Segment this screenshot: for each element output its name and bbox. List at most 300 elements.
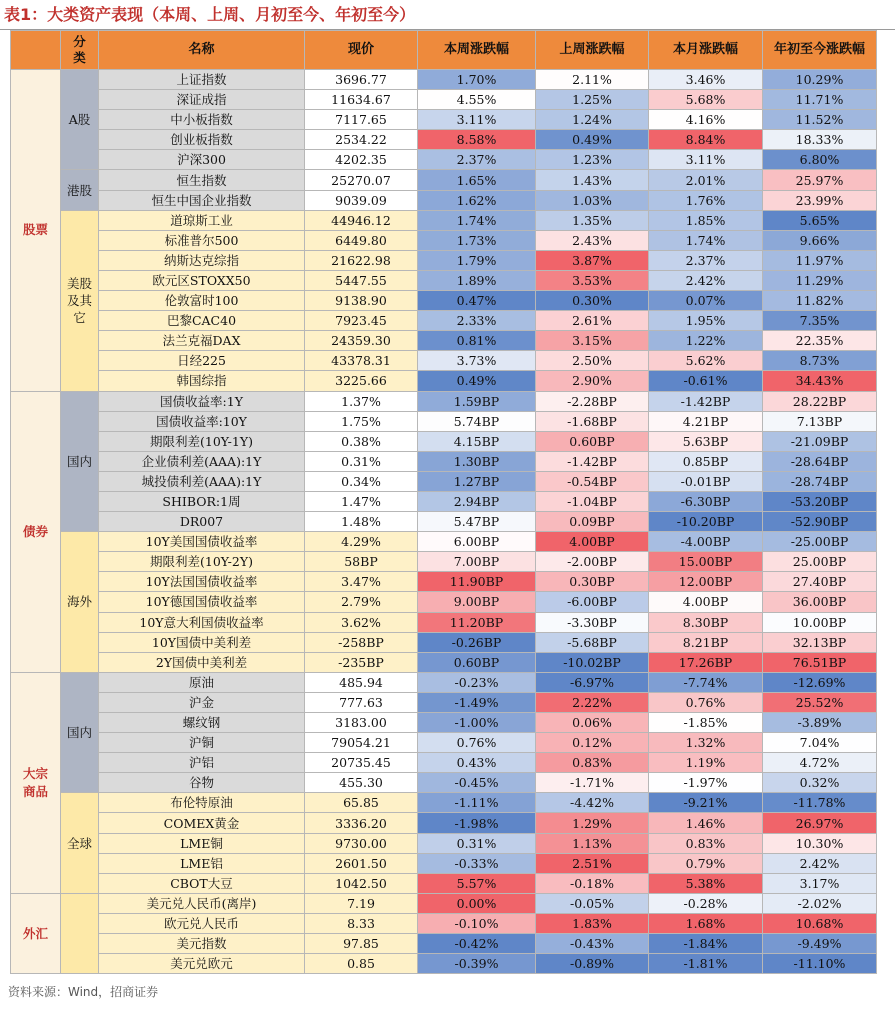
asset-name: 欧元区STOXX50	[99, 270, 305, 290]
asset-name: 恒生中国企业指数	[99, 190, 305, 210]
ytd-change-cell: 9.66%	[763, 230, 877, 250]
asset-performance-table	[10, 30, 877, 974]
week-change-cell: 4.15BP	[418, 431, 536, 451]
section-label: 债券	[11, 391, 61, 672]
current-price: 1.37%	[305, 391, 418, 411]
asset-name: 美元兑欧元	[99, 954, 305, 974]
week-change-cell: 0.47%	[418, 291, 536, 311]
last-week-change-cell: 3.87%	[536, 250, 649, 270]
month-change-cell: -1.42BP	[649, 391, 763, 411]
last-week-change-cell: 1.29%	[536, 813, 649, 833]
table-row	[11, 210, 877, 230]
last-week-change-cell: 0.49%	[536, 130, 649, 150]
current-price: 3696.77	[305, 70, 418, 90]
current-price: -235BP	[305, 652, 418, 672]
last-week-change-cell: -1.04BP	[536, 491, 649, 511]
month-change-cell: -0.01BP	[649, 471, 763, 491]
ytd-change-cell: -11.10%	[763, 954, 877, 974]
current-price: 7.19	[305, 893, 418, 913]
week-change-cell: -0.42%	[418, 934, 536, 954]
current-price: 21622.98	[305, 250, 418, 270]
current-price: 3.62%	[305, 612, 418, 632]
month-change-cell: 5.62%	[649, 351, 763, 371]
current-price: 0.38%	[305, 431, 418, 451]
last-week-change-cell: -2.00BP	[536, 552, 649, 572]
asset-name: 10Y德国国债收益率	[99, 592, 305, 612]
current-price: 8.33	[305, 913, 418, 933]
month-change-cell: 1.74%	[649, 230, 763, 250]
asset-name: 国债收益率:10Y	[99, 411, 305, 431]
table-row	[11, 592, 877, 612]
week-change-cell: 5.47BP	[418, 512, 536, 532]
month-change-cell: -6.30BP	[649, 491, 763, 511]
week-change-cell: 11.20BP	[418, 612, 536, 632]
current-price: 455.30	[305, 773, 418, 793]
table-row	[11, 351, 877, 371]
ytd-change-cell: 25.97%	[763, 170, 877, 190]
month-change-cell: 1.32%	[649, 733, 763, 753]
month-change-cell: 0.79%	[649, 853, 763, 873]
group-label: 全球	[61, 793, 99, 893]
ytd-change-cell: 2.42%	[763, 853, 877, 873]
table-row	[11, 652, 877, 672]
week-change-cell: 0.76%	[418, 733, 536, 753]
table-row	[11, 552, 877, 572]
month-change-cell: 0.07%	[649, 291, 763, 311]
month-change-cell: 2.42%	[649, 270, 763, 290]
last-week-change-cell: -4.42%	[536, 793, 649, 813]
asset-name: 2Y国债中美利差	[99, 652, 305, 672]
current-price: 9039.09	[305, 190, 418, 210]
ytd-change-cell: 22.35%	[763, 331, 877, 351]
current-price: 3336.20	[305, 813, 418, 833]
week-change-cell: 2.94BP	[418, 491, 536, 511]
month-change-cell: 2.01%	[649, 170, 763, 190]
month-change-cell: 1.95%	[649, 311, 763, 331]
month-change-cell: -9.21%	[649, 793, 763, 813]
table-row	[11, 793, 877, 813]
ytd-change-cell: -28.74BP	[763, 471, 877, 491]
ytd-change-cell: 3.17%	[763, 873, 877, 893]
week-change-cell: 7.00BP	[418, 552, 536, 572]
asset-name: 道琼斯工业	[99, 210, 305, 230]
ytd-change-cell: 10.00BP	[763, 612, 877, 632]
week-change-cell: -1.00%	[418, 713, 536, 733]
month-change-cell: 0.83%	[649, 833, 763, 853]
week-change-cell: 1.70%	[418, 70, 536, 90]
month-change-cell: 4.21BP	[649, 411, 763, 431]
last-week-change-cell: 0.60BP	[536, 431, 649, 451]
asset-name: 伦敦富时100	[99, 291, 305, 311]
week-change-cell: 8.58%	[418, 130, 536, 150]
week-change-cell: 5.57%	[418, 873, 536, 893]
asset-name: 美元指数	[99, 934, 305, 954]
asset-name: LME铜	[99, 833, 305, 853]
current-price: 1.47%	[305, 491, 418, 511]
asset-name: 布伦特原油	[99, 793, 305, 813]
ytd-change-cell: -28.64BP	[763, 451, 877, 471]
header-name: 名称	[99, 31, 305, 70]
table-row	[11, 632, 877, 652]
last-week-change-cell: 0.83%	[536, 753, 649, 773]
table-row	[11, 170, 877, 190]
ytd-change-cell: 11.29%	[763, 270, 877, 290]
table-row	[11, 371, 877, 391]
asset-name: 企业债利差(AAA):1Y	[99, 451, 305, 471]
asset-name: 中小板指数	[99, 110, 305, 130]
week-change-cell: 1.65%	[418, 170, 536, 190]
last-week-change-cell: -0.18%	[536, 873, 649, 893]
month-change-cell: 3.11%	[649, 150, 763, 170]
ytd-change-cell: 4.72%	[763, 753, 877, 773]
month-change-cell: 0.85BP	[649, 451, 763, 471]
month-change-cell: 0.76%	[649, 692, 763, 712]
month-change-cell: 15.00BP	[649, 552, 763, 572]
last-week-change-cell: 3.53%	[536, 270, 649, 290]
week-change-cell: 0.00%	[418, 893, 536, 913]
current-price: 44946.12	[305, 210, 418, 230]
ytd-change-cell: 18.33%	[763, 130, 877, 150]
week-change-cell: -0.23%	[418, 672, 536, 692]
table-row	[11, 873, 877, 893]
ytd-change-cell: 10.29%	[763, 70, 877, 90]
current-price: 3.47%	[305, 572, 418, 592]
ytd-change-cell: 11.52%	[763, 110, 877, 130]
month-change-cell: 1.19%	[649, 753, 763, 773]
header-last-week-change: 上周涨跌幅	[536, 31, 649, 70]
month-change-cell: 5.63BP	[649, 431, 763, 451]
week-change-cell: 2.33%	[418, 311, 536, 331]
group-label: 国内	[61, 391, 99, 532]
week-change-cell: 1.59BP	[418, 391, 536, 411]
table-row	[11, 913, 877, 933]
ytd-change-cell: 11.97%	[763, 250, 877, 270]
table-row	[11, 110, 877, 130]
current-price: 0.34%	[305, 471, 418, 491]
week-change-cell: 1.74%	[418, 210, 536, 230]
asset-name: DR007	[99, 512, 305, 532]
ytd-change-cell: 76.51BP	[763, 652, 877, 672]
header-month-change: 本月涨跌幅	[649, 31, 763, 70]
header-week-change: 本周涨跌幅	[418, 31, 536, 70]
table-body	[11, 70, 877, 974]
ytd-change-cell: 27.40BP	[763, 572, 877, 592]
ytd-change-cell: 5.65%	[763, 210, 877, 230]
current-price: 2.79%	[305, 592, 418, 612]
asset-name: CBOT大豆	[99, 873, 305, 893]
current-price: 1.75%	[305, 411, 418, 431]
table-row	[11, 934, 877, 954]
asset-name: 10Y国债中美利差	[99, 632, 305, 652]
ytd-change-cell: -52.90BP	[763, 512, 877, 532]
month-change-cell: 1.76%	[649, 190, 763, 210]
current-price: 2601.50	[305, 853, 418, 873]
header-category: 分类	[61, 31, 99, 70]
month-change-cell: -0.61%	[649, 371, 763, 391]
ytd-change-cell: 10.68%	[763, 913, 877, 933]
month-change-cell: 2.37%	[649, 250, 763, 270]
asset-name: 期限利差(10Y-1Y)	[99, 431, 305, 451]
week-change-cell: 0.49%	[418, 371, 536, 391]
last-week-change-cell: -1.71%	[536, 773, 649, 793]
table-row	[11, 391, 877, 411]
ytd-change-cell: -9.49%	[763, 934, 877, 954]
last-week-change-cell: 2.61%	[536, 311, 649, 331]
table-row	[11, 893, 877, 913]
ytd-change-cell: -11.78%	[763, 793, 877, 813]
last-week-change-cell: 1.43%	[536, 170, 649, 190]
current-price: 25270.07	[305, 170, 418, 190]
ytd-change-cell: 25.52%	[763, 692, 877, 712]
table-row	[11, 431, 877, 451]
table-row	[11, 270, 877, 290]
current-price: 4202.35	[305, 150, 418, 170]
table-row	[11, 230, 877, 250]
asset-name: 上证指数	[99, 70, 305, 90]
month-change-cell: -1.81%	[649, 954, 763, 974]
asset-name: 沪铜	[99, 733, 305, 753]
group-label: 港股	[61, 170, 99, 210]
last-week-change-cell: 1.13%	[536, 833, 649, 853]
month-change-cell: -1.85%	[649, 713, 763, 733]
week-change-cell: 1.89%	[418, 270, 536, 290]
month-change-cell: 8.30BP	[649, 612, 763, 632]
current-price: 3225.66	[305, 371, 418, 391]
current-price: 7923.45	[305, 311, 418, 331]
ytd-change-cell: -21.09BP	[763, 431, 877, 451]
section-label: 大宗商品	[11, 672, 61, 893]
ytd-change-cell: 7.04%	[763, 733, 877, 753]
week-change-cell: 1.62%	[418, 190, 536, 210]
asset-name: 韩国综指	[99, 371, 305, 391]
table-row	[11, 451, 877, 471]
table-row	[11, 90, 877, 110]
table-row	[11, 411, 877, 431]
last-week-change-cell: 0.12%	[536, 733, 649, 753]
week-change-cell: 1.27BP	[418, 471, 536, 491]
last-week-change-cell: 0.30BP	[536, 572, 649, 592]
current-price: 0.31%	[305, 451, 418, 471]
week-change-cell: -0.26BP	[418, 632, 536, 652]
week-change-cell: 5.74BP	[418, 411, 536, 431]
last-week-change-cell: 3.15%	[536, 331, 649, 351]
asset-name: 10Y意大利国债收益率	[99, 612, 305, 632]
table-row	[11, 291, 877, 311]
table-row	[11, 692, 877, 712]
month-change-cell: -1.97%	[649, 773, 763, 793]
ytd-change-cell: 25.00BP	[763, 552, 877, 572]
table-row	[11, 532, 877, 552]
table-row	[11, 150, 877, 170]
week-change-cell: 1.73%	[418, 230, 536, 250]
week-change-cell: 0.43%	[418, 753, 536, 773]
table-row	[11, 250, 877, 270]
table-row	[11, 954, 877, 974]
table-row	[11, 190, 877, 210]
group-label	[61, 893, 99, 973]
current-price: 97.85	[305, 934, 418, 954]
section-label: 股票	[11, 70, 61, 392]
header-ytd-change: 年初至今涨跌幅	[763, 31, 877, 70]
month-change-cell: -0.28%	[649, 893, 763, 913]
asset-name: 沪铝	[99, 753, 305, 773]
ytd-change-cell: 8.73%	[763, 351, 877, 371]
week-change-cell: 6.00BP	[418, 532, 536, 552]
asset-name: 城投债利差(AAA):1Y	[99, 471, 305, 491]
week-change-cell: -0.10%	[418, 913, 536, 933]
ytd-change-cell: 11.71%	[763, 90, 877, 110]
week-change-cell: -0.33%	[418, 853, 536, 873]
header-blank-cell	[11, 31, 61, 70]
asset-name: 国债收益率:1Y	[99, 391, 305, 411]
table-row	[11, 753, 877, 773]
asset-name: 10Y法国国债收益率	[99, 572, 305, 592]
header-row	[11, 31, 877, 70]
last-week-change-cell: 1.03%	[536, 190, 649, 210]
ytd-change-cell: 28.22BP	[763, 391, 877, 411]
table-row	[11, 70, 877, 90]
table-row	[11, 512, 877, 532]
month-change-cell: 1.22%	[649, 331, 763, 351]
table-row	[11, 130, 877, 150]
section-label: 外汇	[11, 893, 61, 973]
table-row	[11, 311, 877, 331]
ytd-change-cell: -53.20BP	[763, 491, 877, 511]
asset-name: COMEX黄金	[99, 813, 305, 833]
asset-name: 欧元兑人民币	[99, 913, 305, 933]
current-price: 485.94	[305, 672, 418, 692]
month-change-cell: 5.38%	[649, 873, 763, 893]
month-change-cell: 4.16%	[649, 110, 763, 130]
last-week-change-cell: -5.68BP	[536, 632, 649, 652]
current-price: 79054.21	[305, 733, 418, 753]
asset-name: 原油	[99, 672, 305, 692]
current-price: 9730.00	[305, 833, 418, 853]
table-title: 表1：大类资产表现（本周、上周、月初至今、年初至今）	[4, 5, 416, 24]
asset-name: 日经225	[99, 351, 305, 371]
week-change-cell: 1.79%	[418, 250, 536, 270]
current-price: 6449.80	[305, 230, 418, 250]
table-row	[11, 672, 877, 692]
week-change-cell: -0.45%	[418, 773, 536, 793]
asset-name: 创业板指数	[99, 130, 305, 150]
last-week-change-cell: 1.24%	[536, 110, 649, 130]
table-row	[11, 853, 877, 873]
week-change-cell: 9.00BP	[418, 592, 536, 612]
month-change-cell: 5.68%	[649, 90, 763, 110]
week-change-cell: 3.11%	[418, 110, 536, 130]
group-label: A股	[61, 70, 99, 170]
ytd-change-cell: 7.35%	[763, 311, 877, 331]
asset-name: 谷物	[99, 773, 305, 793]
current-price: 2534.22	[305, 130, 418, 150]
last-week-change-cell: -1.68BP	[536, 411, 649, 431]
week-change-cell: 0.31%	[418, 833, 536, 853]
month-change-cell: -7.74%	[649, 672, 763, 692]
last-week-change-cell: 1.23%	[536, 150, 649, 170]
table-row	[11, 612, 877, 632]
current-price: 65.85	[305, 793, 418, 813]
current-price: 5447.55	[305, 270, 418, 290]
last-week-change-cell: -6.00BP	[536, 592, 649, 612]
last-week-change-cell: 1.35%	[536, 210, 649, 230]
current-price: 4.29%	[305, 532, 418, 552]
month-change-cell: 4.00BP	[649, 592, 763, 612]
current-price: 43378.31	[305, 351, 418, 371]
table-row	[11, 813, 877, 833]
current-price: 58BP	[305, 552, 418, 572]
last-week-change-cell: 1.25%	[536, 90, 649, 110]
current-price: 1042.50	[305, 873, 418, 893]
current-price: 1.48%	[305, 512, 418, 532]
asset-name: 深证成指	[99, 90, 305, 110]
table-row	[11, 331, 877, 351]
last-week-change-cell: -2.28BP	[536, 391, 649, 411]
ytd-change-cell: 26.97%	[763, 813, 877, 833]
asset-name: 沪金	[99, 692, 305, 712]
last-week-change-cell: 2.22%	[536, 692, 649, 712]
asset-name: 纳斯达克综指	[99, 250, 305, 270]
asset-name: 恒生指数	[99, 170, 305, 190]
table-row	[11, 572, 877, 592]
last-week-change-cell: 4.00BP	[536, 532, 649, 552]
last-week-change-cell: 2.90%	[536, 371, 649, 391]
last-week-change-cell: -1.42BP	[536, 451, 649, 471]
asset-name: 巴黎CAC40	[99, 311, 305, 331]
week-change-cell: -1.98%	[418, 813, 536, 833]
current-price: 3183.00	[305, 713, 418, 733]
ytd-change-cell: 36.00BP	[763, 592, 877, 612]
table-row	[11, 491, 877, 511]
week-change-cell: 1.30BP	[418, 451, 536, 471]
last-week-change-cell: 0.06%	[536, 713, 649, 733]
last-week-change-cell: -0.43%	[536, 934, 649, 954]
month-change-cell: 1.68%	[649, 913, 763, 933]
month-change-cell: -10.20BP	[649, 512, 763, 532]
month-change-cell: -4.00BP	[649, 532, 763, 552]
ytd-change-cell: 32.13BP	[763, 632, 877, 652]
ytd-change-cell: -3.89%	[763, 713, 877, 733]
last-week-change-cell: -6.97%	[536, 672, 649, 692]
current-price: 0.85	[305, 954, 418, 974]
last-week-change-cell: 2.50%	[536, 351, 649, 371]
month-change-cell: 1.46%	[649, 813, 763, 833]
asset-name: 标准普尔500	[99, 230, 305, 250]
last-week-change-cell: -0.89%	[536, 954, 649, 974]
asset-name: SHIBOR:1周	[99, 491, 305, 511]
source-note: 资料来源：Wind，招商证券	[8, 985, 159, 999]
month-change-cell: 17.26BP	[649, 652, 763, 672]
current-price: -258BP	[305, 632, 418, 652]
month-change-cell: -1.84%	[649, 934, 763, 954]
group-label: 海外	[61, 532, 99, 673]
ytd-change-cell: 23.99%	[763, 190, 877, 210]
last-week-change-cell: -3.30BP	[536, 612, 649, 632]
table-row	[11, 471, 877, 491]
current-price: 9138.90	[305, 291, 418, 311]
group-label: 国内	[61, 672, 99, 793]
week-change-cell: 4.55%	[418, 90, 536, 110]
current-price: 24359.30	[305, 331, 418, 351]
ytd-change-cell: 34.43%	[763, 371, 877, 391]
last-week-change-cell: -10.02BP	[536, 652, 649, 672]
ytd-change-cell: 11.82%	[763, 291, 877, 311]
current-price: 11634.67	[305, 90, 418, 110]
last-week-change-cell: -0.54BP	[536, 471, 649, 491]
ytd-change-cell: 10.30%	[763, 833, 877, 853]
ytd-change-cell: -25.00BP	[763, 532, 877, 552]
asset-name: 美元兑人民币(离岸)	[99, 893, 305, 913]
